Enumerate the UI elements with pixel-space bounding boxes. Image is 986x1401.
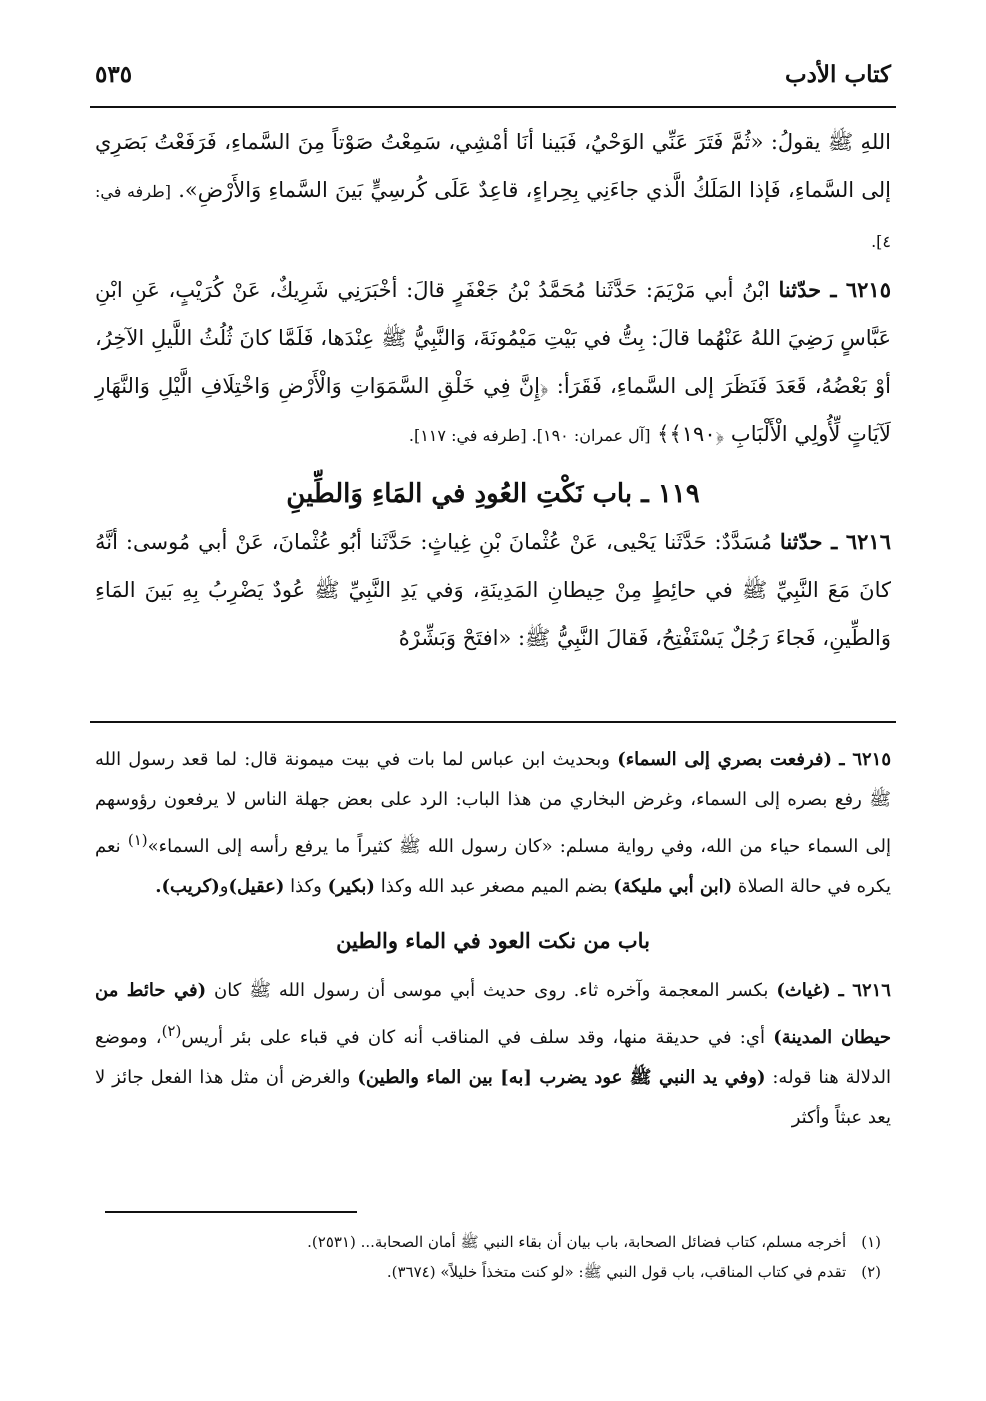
footnote-text: أخرجه مسلم، كتاب فضائل الصحابة، باب بيان أن بقاء النبي ﷺ أمان الصحابة... (٢٥٣١).	[307, 1233, 847, 1251]
page-number: ٥٣٥	[95, 61, 133, 88]
commentary-lemma: (كريب).	[155, 876, 220, 897]
page-header	[95, 55, 891, 103]
commentary-heading: باب من نكت العود في الماء والطين	[336, 928, 650, 953]
hadith-6215	[95, 266, 891, 460]
commentary-lemma: (وفي يد النبي ﷺ عود يضرب [به] بين الماء والطين)	[357, 1067, 766, 1088]
hadith-6214-continuation	[95, 118, 891, 266]
commentary-text: والغرض أن مثل هذا الفعل جائز لا يعد عبثاً وأكثر	[95, 1067, 891, 1128]
commentary-lemma: (في حائط من حيطان المدينة)	[95, 980, 891, 1048]
commentary-text: نعم يكره في حالة الصلاة	[95, 836, 891, 897]
footnote-marker: (٢)	[161, 1022, 182, 1040]
hadith-number: ٦٢١٦ ـ حدّثنا	[779, 529, 891, 554]
commentary-text: أي: في حديقة منها، وقد سلف في المناقب أنه كان في قباء على بئر أريس	[181, 1027, 765, 1048]
cross-reference: [طرفه في: ٤].	[95, 182, 891, 251]
commentary-text: ، وموضع الدلالة هنا قوله:	[95, 1027, 891, 1088]
commentary	[95, 740, 891, 1138]
footnotes	[95, 1227, 891, 1287]
commentary-text: وكذا	[290, 876, 322, 897]
footnote-rule	[105, 1211, 357, 1213]
section-divider	[90, 721, 896, 723]
hadith-text: اللهِ ﷺ يقولُ: «ثُمَّ فَتَرَ عَنِّي الوَحْيُ، فَبَينا أنَا أمْشِي، سَمِعْتُ صَوْتاً مِنَ السَّماءِ، فَرَفَعْتُ بَصَرِي إلى السَّماءِ، فَإذا المَلَكُ الَّذي جاءَنِي بِحِراءٍ، قاعِدٌ عَلَى كُرسِيٍّ بَينَ السَّماءِ وَالأَرْضِ».	[95, 130, 891, 202]
commentary-text: وبحديث ابن عباس لما بات في بيت ميمونة قال: لما قعد رسول الله ﷺ رفع بصره إلى السماء، وغرض البخاري من هذا الباب: الرد على بعض جهلة الناس لا يرفعون رؤوسهم إلى السماء حياء من الله، وفي رواية مسلم: «كان رسول الله ﷺ كثيراً ما يرفع رأسه إلى السماء»	[95, 749, 891, 857]
commentary-lemma: (غياث)	[776, 980, 831, 1001]
footnote-text: تقدم في كتاب المناقب، باب قول النبي ﷺ: «لو كنت متخذاً خليلاً» (٣٦٧٤).	[386, 1263, 847, 1281]
commentary-lemma: (عقيل)	[228, 876, 285, 897]
commentary-lemma: (فرفعت بصري إلى السماء)	[617, 749, 833, 770]
footnote-marker: (١)	[127, 831, 148, 849]
commentary-6216	[95, 971, 891, 1138]
footnote-item	[95, 1227, 891, 1257]
main-text	[95, 118, 891, 662]
chapter-heading: ١١٩ ـ باب نَكْتِ العُودِ في المَاءِ وَالطِّينِ	[286, 479, 700, 509]
commentary-number: ٦٢١٦ ـ	[838, 980, 891, 1001]
hadith-text: ابْنُ أبي مَرْيَمَ: حَدَّثَنا مُحَمَّدُ بْنُ جَعْفَرٍ قالَ: أخْبَرَنِي شَرِيكٌ، عَنْ كُرَيْبٍ، عَنِ ابْنِ عَبَّاسٍ رَضِيَ اللهُ عَنْهُما قالَ: بِتُّ في بَيْتِ مَيْمُونَةَ، وَالنَّبِيُّ ﷺ عِنْدَها، فَلَمَّا كانَ ثُلُثُ اللَّيلِ الآخِرُ، أوْ بَعْضُهُ، قَعَدَ فَنَظَرَ إلى السَّماءِ، فَقَرَأ:	[95, 278, 891, 398]
commentary-text: و	[219, 876, 229, 897]
commentary-text: بضم الميم مصغر عبد الله وكذا	[380, 876, 608, 897]
commentary-text: بكسر المعجمة وآخره ثاء. روى حديث أبي موسى أن رسول الله ﷺ كان	[214, 980, 769, 1001]
cross-reference: [آل عمران: ١٩٠]. [طرفه في: ١١٧].	[408, 426, 651, 445]
footnote-item	[95, 1257, 891, 1287]
commentary-6215	[95, 740, 891, 907]
running-title: كتاب الأدب	[785, 61, 891, 88]
hadith-text: مُسَدَّدٌ: حَدَّثَنا يَحْيى، عَنْ عُثْمانَ بْنِ غِياثٍ: حَدَّثَنا أبُو عُثْمانَ، عَنْ أبي مُوسى: أنَّهُ كانَ مَعَ النَّبِيِّ ﷺ في حائِطٍ مِنْ حِيطانِ المَدِينَةِ، وَفي يَدِ النَّبِيِّ ﷺ عُودٌ يَضْرِبُ بِهِ بَينَ المَاءِ وَالطِّينِ، فَجاءَ رَجُلٌ يَسْتَفْتِحُ، فَقالَ النَّبِيُّ ﷺ: «افتَحْ وَبَشِّرْهُ	[95, 530, 891, 650]
header-rule	[90, 106, 896, 108]
footnote-number: (١)	[861, 1233, 881, 1251]
commentary-number: ٦٢١٥ ـ	[839, 749, 891, 770]
hadith-6216	[95, 518, 891, 662]
footnote-number: (٢)	[861, 1263, 881, 1281]
hadith-number: ٦٢١٥ ـ حدّثنا	[778, 277, 891, 302]
commentary-lemma: (ابن أبي مليكة)	[613, 876, 733, 897]
quran-verse: ﴿إِنَّ فِي خَلْقِ السَّمَوَاتِ وَالْأَرْضِ وَاخْتِلَافِ الَّيْلِ وَالنَّهَارِ لَآيَاتٍ لِّأُولِي الْأَلْبَابِ ﴿١٩٠﴾﴾	[95, 374, 891, 446]
commentary-lemma: (بكير)	[327, 876, 375, 897]
